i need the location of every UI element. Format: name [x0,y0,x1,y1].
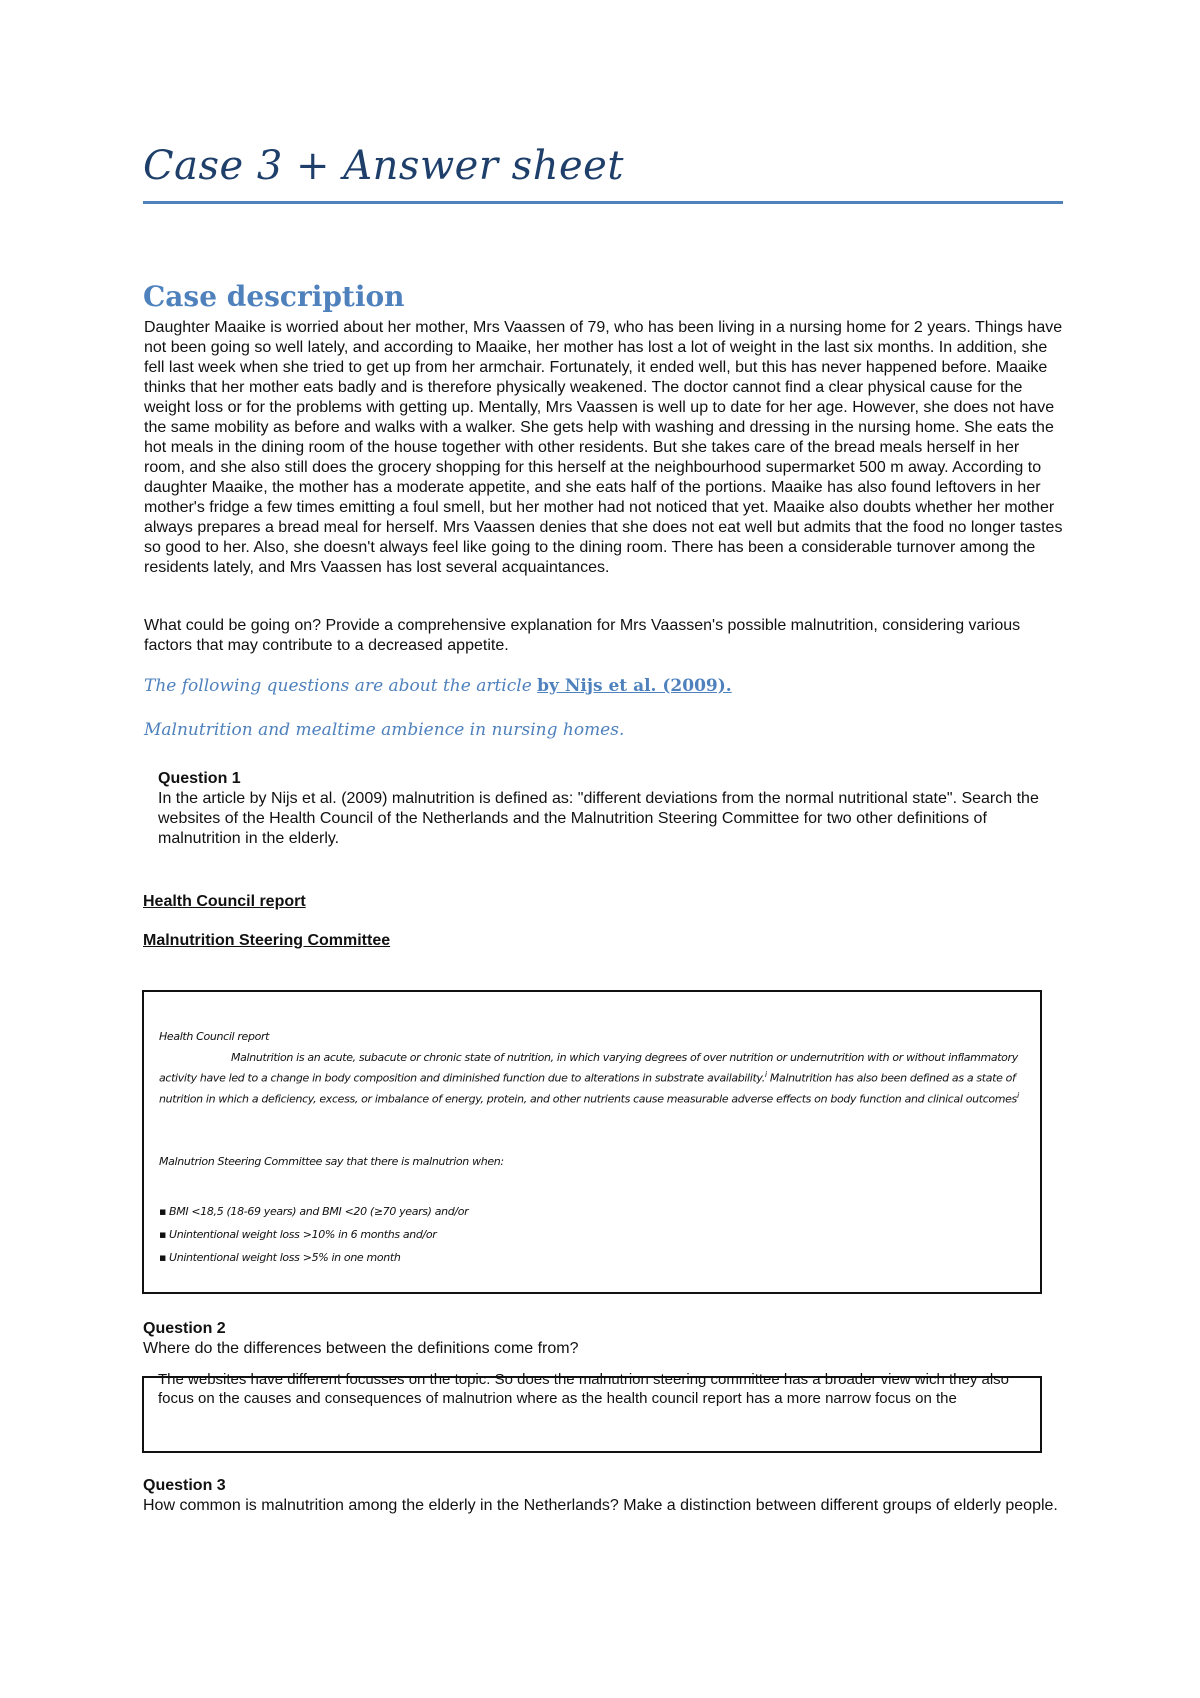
article-intro-text: The following questions are about the article [144,676,538,696]
question1-text: In the article by Nijs et al. (2009) malnutrition is defined as: "different deviations from the normal nutritional state". Search the websites of the Health Council of the Netherlands and the Malnutrition Steering Committee for two other definitions of malnutrition in the elderly. [158,790,1039,847]
question1-answer-box[interactable] [142,990,1042,1294]
article-intro [144,674,732,698]
footnote-marker: i [764,1070,767,1079]
steering-committee-link[interactable]: Malnutrition Steering Committee [143,932,391,949]
question1-heading: Question 1 [158,770,241,787]
criterion-text: Unintentional weight loss >10% in 6 months and/or [169,1228,437,1241]
question3-heading: Question 3 [143,1477,226,1494]
criterion-text: Unintentional weight loss >5% in one month [169,1251,401,1264]
bullet-icon: ▪ [159,1228,167,1241]
msc-criteria-list [159,1203,468,1272]
question2-text: Where do the differences between the definitions come from? [143,1340,579,1357]
case-description: Daughter Maaike is worried about her mother, Mrs Vaassen of 79, who has been living in a nursing home for 2 years. Things have not been going so well lately, and according to Maaike, her mother has lost a lot of weight in the last six months. In addition, she fell last week when she tried to get up from her armchair. Fortunately, it ended well, but this has never happened before. Maaike thinks that her mother eats badly and is therefore physically weakened. The doctor cannot find a clear physical cause for the weight loss or for the problems with getting up. Mentally, Mrs Vaassen is well up to date for her age. However, she does not have the same mobility as before and walks with a walker. She gets help with washing and dressing in the nursing home. She eats the hot meals in the dining room of the house together with other residents. But she takes care of the bread meals herself in her room, and she also still does the grocery shopping for this herself at the neighbourhood supermarket 500 m away. According to daughter Maaike, the mother has a moderate appetite, and she eats half of the portions. Maaike has also found leftovers in her mother's fridge a few times emitting a foul smell, but her mother had not noticed that yet. Maaike also doubts whether her mother always prepares a bread meal for herself. Mrs Vaassen denies that she does not eat well but admits that the food no longer tastes so good to her. Also, she doesn't always feel like going to the dining room. There has been a considerable turnover among the residents lately, and Mrs Vaassen has lost several acquaintances. [144,319,1063,576]
health-council-link[interactable]: Health Council report [143,893,306,910]
document-title: Case 3 + Answer sheet [143,143,624,189]
article-title: Malnutrition and mealtime ambience in nursing homes. [144,720,625,740]
bullet-icon: ▪ [159,1205,167,1218]
hc-definition [159,1049,1027,1107]
bullet-icon: ▪ [159,1251,167,1264]
case-prompt: What could be going on? Provide a comprehensive explanation for Mrs Vaassen's possible malnutrition, considering various factors that may contribute to a decreased appetite. [144,617,1021,654]
list-item [159,1249,468,1266]
list-item [159,1203,468,1220]
question2-heading: Question 2 [143,1320,226,1337]
question2-answer-box[interactable] [142,1371,1042,1453]
section-heading: Case description [143,280,405,313]
hc-definition-part2: Malnutrition has also been defined as a state of nutrition in which a deficiency, excess, or imbalance of energy, protein, and other nutrients cause measurable adverse effects on body function and clinical outcomes [159,1071,1017,1106]
msc-answer-title: Malnutrion Steering Committee say that there is malnutrion when: [159,1155,504,1168]
title-underline [143,201,1063,204]
question2-answer-text[interactable]: The websites have different focusses on the topic. So does the malnutrion steering committee has a broader view wich they also focus on the causes and consequences of malnutrion where as the health council report has a more narrow focus on the [158,1371,1010,1407]
article-reference-link[interactable]: by Nijs et al. (2009). [537,676,732,696]
question3-text: How common is malnutrition among the elderly in the Netherlands? Make a distinction between different groups of elderly people. [143,1497,1058,1514]
hc-answer-title: Health Council report [159,1030,270,1043]
criterion-text: BMI <18,5 (18-69 years) and BMI <20 (≥70 years) and/or [169,1205,469,1218]
list-item [159,1226,468,1243]
footnote-marker: i [1016,1090,1019,1100]
hc-definition-part1: Malnutrition is an acute, subacute or chronic state of nutrition, in which varying degrees of over nutrition or undernutrition with or without inflammatory activity have led to a change in body composition and diminished function due to alterations in substrate availability. [159,1051,1018,1085]
